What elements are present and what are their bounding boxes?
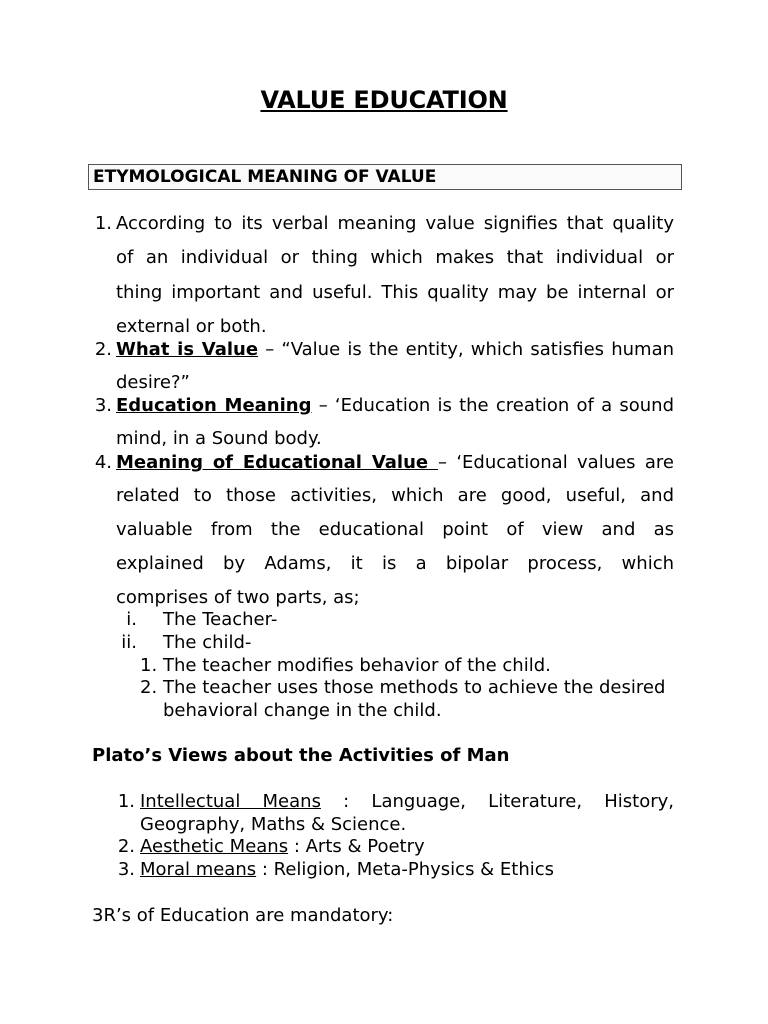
item-3-number: 3.: [94, 395, 112, 416]
item-2-line-1: [116, 339, 674, 360]
sub-item-1-number: 1.: [140, 655, 158, 676]
plato-item-2-term: Aesthetic Means: [140, 836, 289, 857]
item-4-term: Meaning of Educational Value: [116, 452, 438, 473]
item-4-line-5: comprises of two parts, as;: [116, 587, 360, 608]
plato-item-3-term: Moral means: [140, 859, 257, 880]
sub-item-1-text: The teacher modifies behavior of the child.: [163, 655, 551, 676]
plato-heading: Plato’s Views about the Activities of Man: [92, 745, 510, 766]
education-3rs-line: 3R’s of Education are mandatory:: [92, 905, 394, 926]
item-1-line-2: of an individual or thing which makes that individual or: [116, 247, 674, 268]
item-3-line-2: mind, in a Sound body.: [116, 428, 322, 449]
item-4-text: – ‘Educational values are: [438, 452, 674, 473]
item-1-line-3: thing important and useful. This quality may be internal or: [116, 282, 674, 303]
part-ii-numeral: ii.: [121, 632, 137, 653]
plato-item-3-text: : Religion, Meta-Physics & Ethics: [256, 859, 555, 880]
plato-item-2-line: [140, 836, 425, 857]
item-2-line-2: desire?”: [116, 372, 190, 393]
plato-item-1-line-1: [140, 791, 674, 812]
page-title: VALUE EDUCATION: [260, 86, 508, 114]
plato-item-1-number: 1.: [117, 791, 135, 812]
item-1-number: 1.: [94, 213, 112, 234]
item-2-number: 2.: [94, 339, 112, 360]
part-i-text: The Teacher-: [163, 609, 278, 630]
section-heading: ETYMOLOGICAL MEANING OF VALUE: [93, 167, 437, 187]
plato-item-1-text: : Language, Literature, History,: [320, 791, 674, 812]
section-heading-box: [88, 164, 682, 190]
item-4-number: 4.: [94, 452, 112, 473]
item-3-term: Education Meaning: [116, 395, 312, 416]
item-3-text: – ‘Education is the creation of a sound: [311, 395, 674, 416]
plato-item-2-text: : Arts & Poetry: [288, 836, 425, 857]
item-2-text: – “Value is the entity, which satisfies human: [258, 339, 675, 360]
part-ii-text: The child-: [163, 632, 252, 653]
item-1-line-4: external or both.: [116, 316, 267, 337]
item-4-line-2: related to those activities, which are good, useful, and: [116, 485, 674, 506]
item-1-line-1: According to its verbal meaning value signifies that quality: [116, 213, 674, 234]
plato-item-3-line: [140, 859, 554, 880]
part-i-numeral: i.: [126, 609, 137, 630]
item-4-line-1: [116, 452, 674, 473]
item-2-term: What is Value: [116, 339, 259, 360]
plato-item-3-number: 3.: [117, 859, 135, 880]
plato-item-2-number: 2.: [117, 836, 135, 857]
plato-item-1-term: Intellectual Means: [140, 791, 321, 812]
sub-item-2-line-2: behavioral change in the child.: [163, 700, 442, 721]
plato-item-1-line-2: Geography, Maths & Science.: [140, 814, 407, 835]
item-4-line-3: valuable from the educational point of view and as: [116, 519, 674, 540]
item-3-line-1: [116, 395, 674, 416]
sub-item-2-line-1: The teacher uses those methods to achieve the desired: [163, 677, 666, 698]
item-4-line-4: explained by Adams, it is a bipolar process, which: [116, 553, 674, 574]
sub-item-2-number: 2.: [140, 677, 158, 698]
